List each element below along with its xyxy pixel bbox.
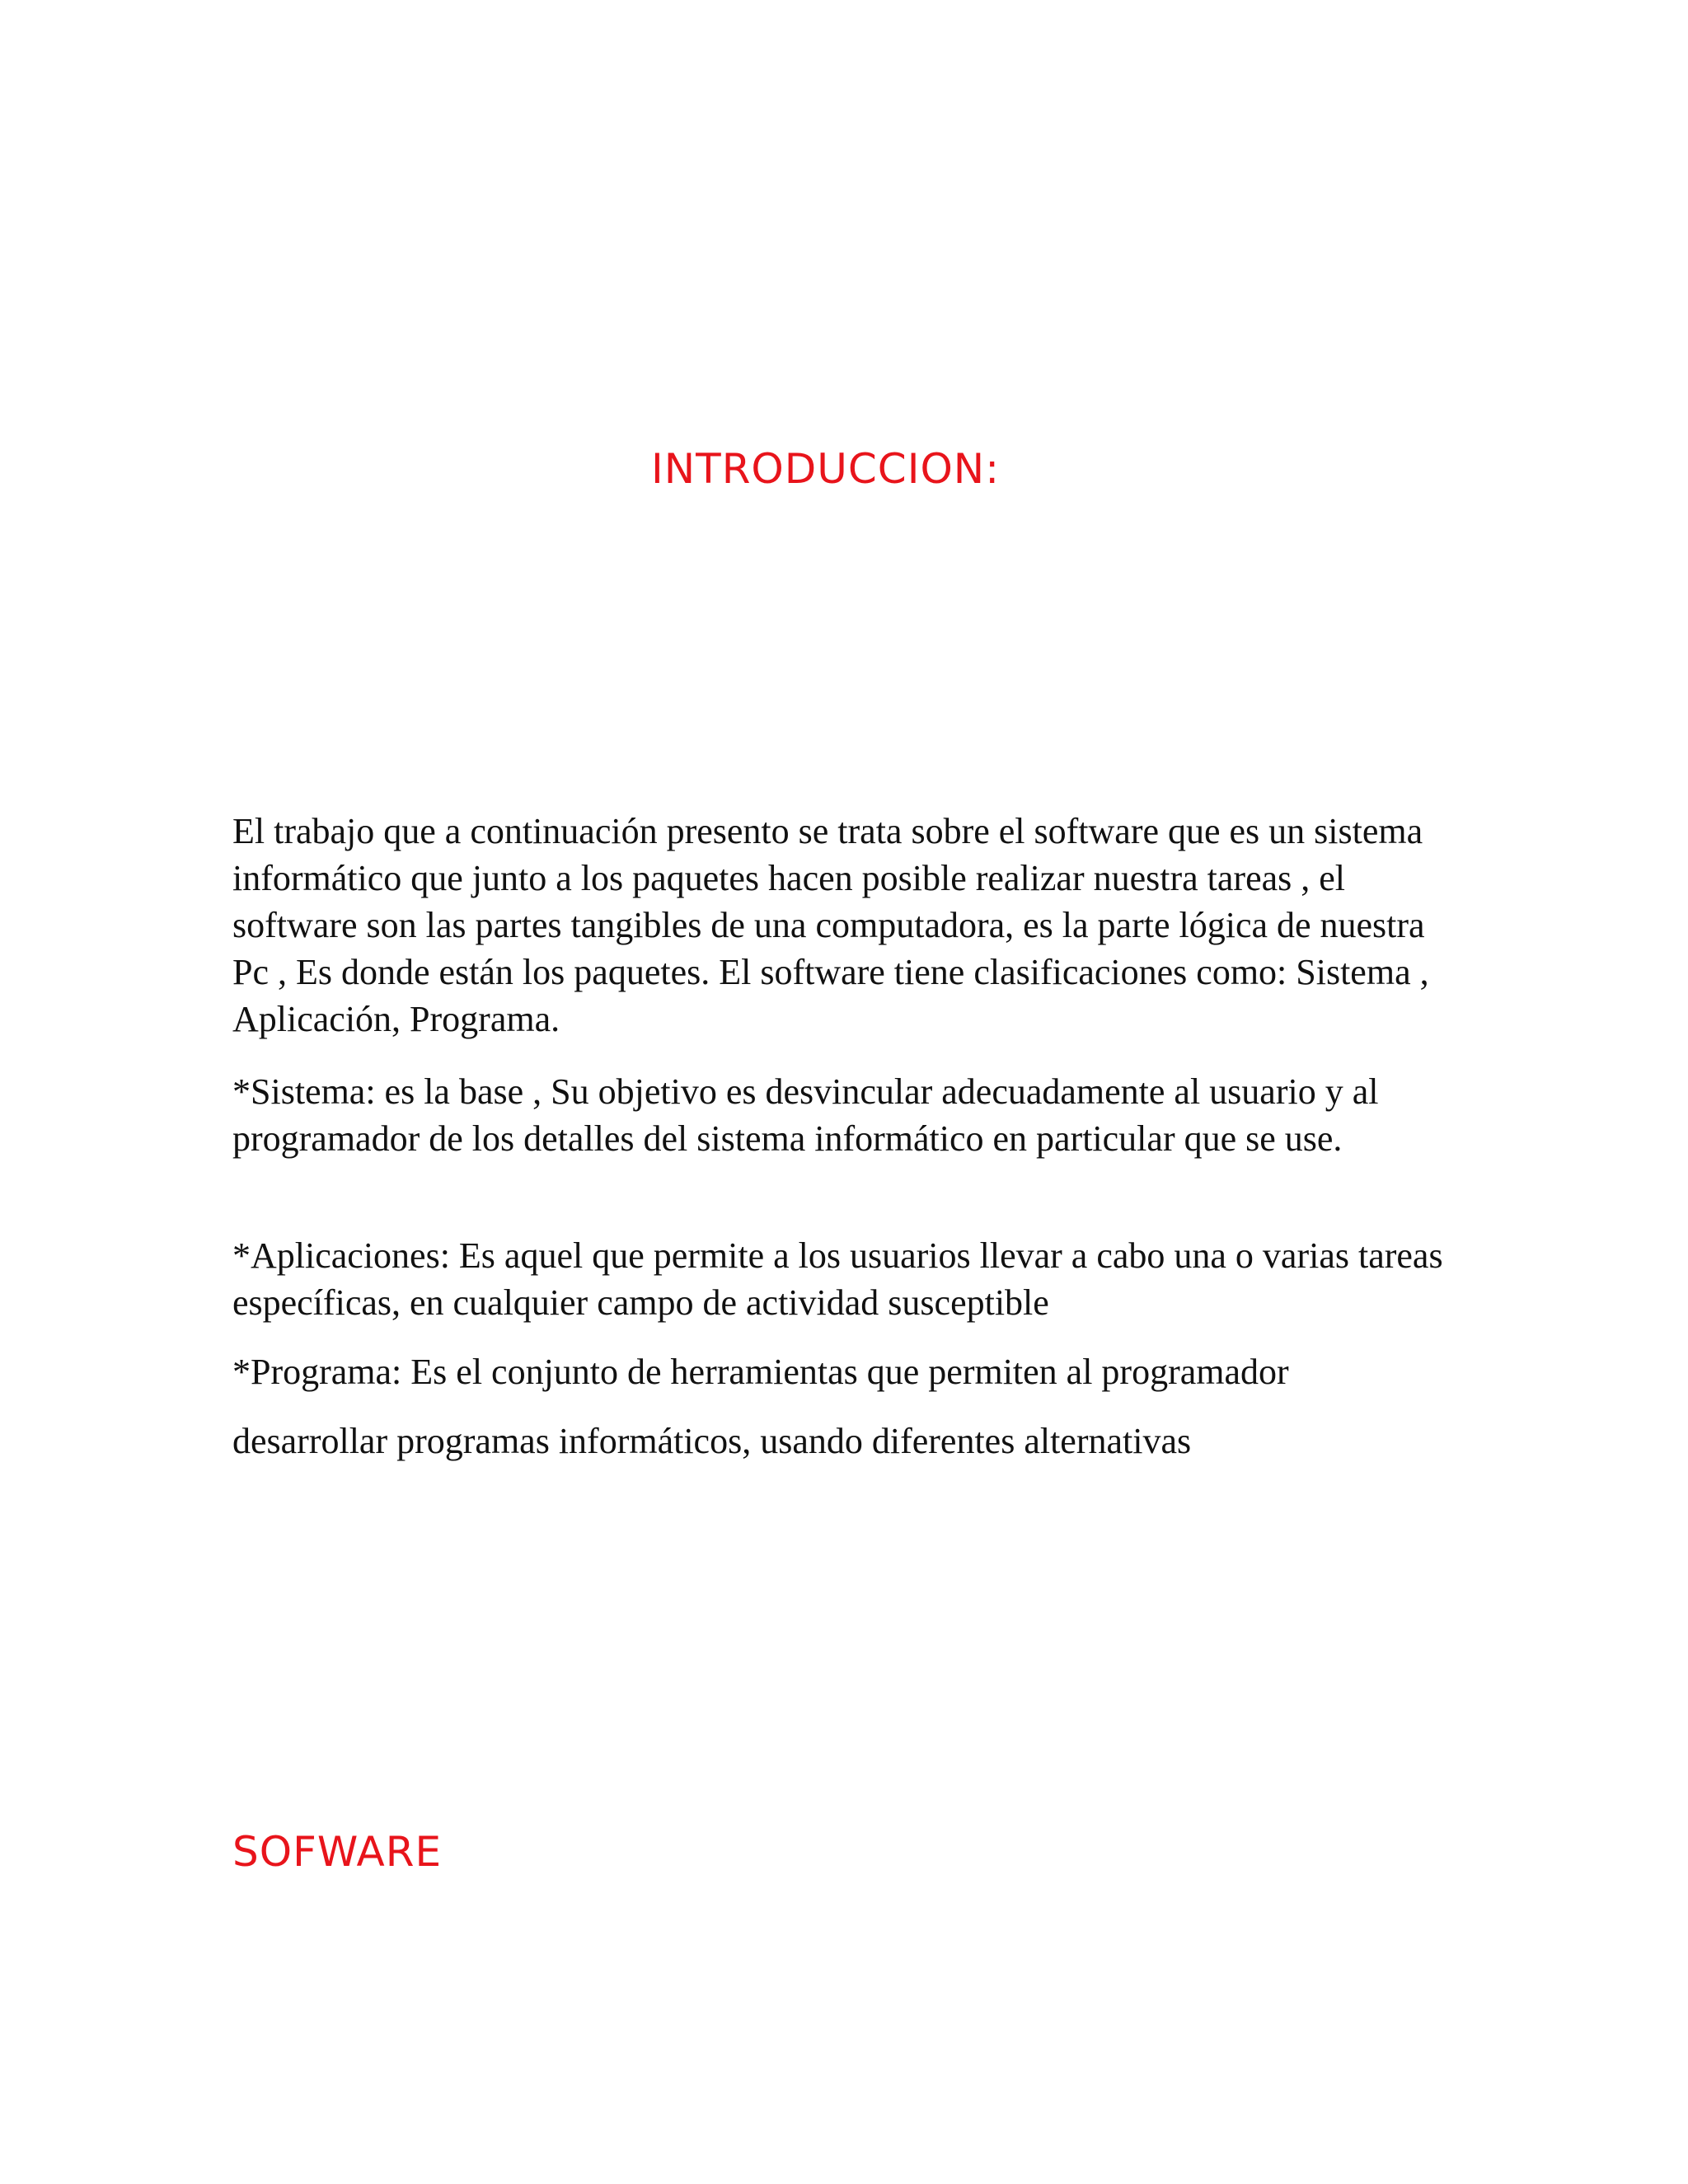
software-heading: SOFWARE — [232, 1828, 443, 1876]
programa-paragraph: *Programa: Es el conjunto de herramientas que permiten al programador — [232, 1352, 1289, 1392]
programa-paragraph-continued: desarrollar programas informáticos, usando diferentes alternativas — [232, 1421, 1192, 1461]
introduction-heading: INTRODUCCION: — [651, 445, 1001, 493]
sistema-paragraph: *Sistema: es la base , Su objetivo es desvincular adecuadamente al usuario y al programador de los detalles del sistema informático en particular que se use. — [232, 1071, 1379, 1159]
intro-paragraph: El trabajo que a continuación presento se trata sobre el software que es un sistema informático que junto a los paquetes hacen posible realizar nuestra tareas , el software son las partes tangibles de una computadora, es la parte lógica de nuestra Pc , Es donde están los paquetes. El software tiene clasificaciones como: Sistema , Aplicación, Programa. — [232, 811, 1429, 1039]
aplicaciones-paragraph: *Aplicaciones: Es aquel que permite a los usuarios llevar a cabo una o varias tareas específicas, en cualquier campo de actividad susceptible — [232, 1235, 1443, 1323]
